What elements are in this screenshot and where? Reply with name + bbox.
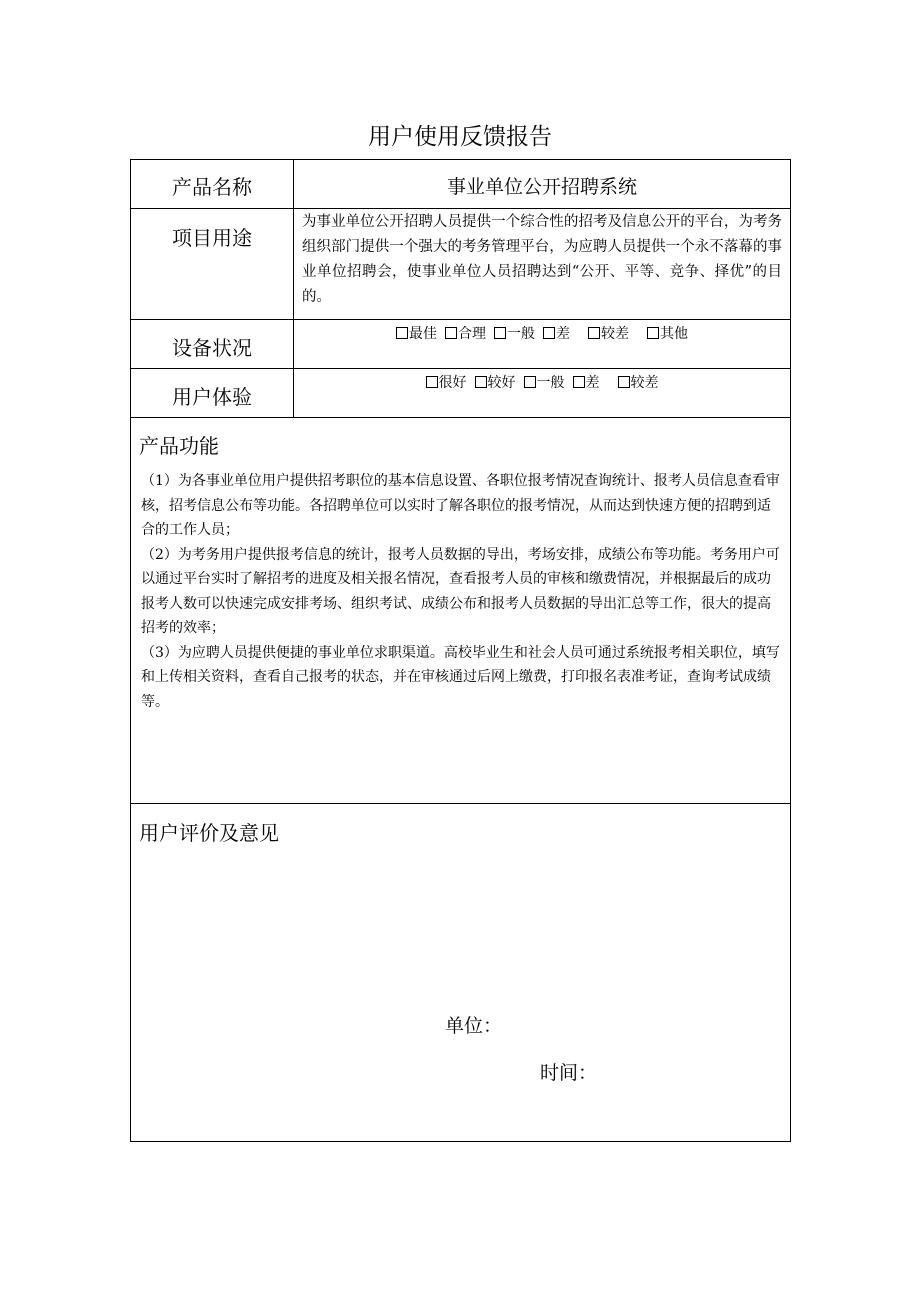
experience-option[interactable] — [475, 372, 516, 392]
row-user-experience — [131, 369, 791, 418]
user-experience-label-text: 用户体验 — [172, 385, 252, 409]
product-name-value-text: 事业单位公开招聘系统 — [446, 176, 637, 198]
device-option-label: 一般 — [507, 326, 535, 342]
experience-option-label: 差 — [585, 375, 600, 391]
checkbox-icon — [396, 327, 408, 339]
device-option-label: 较差 — [601, 326, 629, 342]
purpose-label-text: 项目用途 — [172, 226, 252, 250]
checkbox-icon — [524, 376, 536, 388]
checkbox-icon — [588, 327, 600, 339]
feedback-form-table — [130, 159, 791, 1142]
row-purpose — [131, 209, 791, 320]
product-name-label-text: 产品名称 — [172, 175, 252, 199]
user-experience-options — [294, 369, 791, 418]
user-experience-label — [131, 369, 294, 418]
device-option-label: 最佳 — [409, 326, 437, 342]
user-feedback-cell[interactable] — [131, 804, 791, 1142]
experience-option[interactable] — [426, 372, 467, 392]
experience-option-label: 一般 — [536, 375, 565, 391]
device-option[interactable] — [588, 323, 629, 343]
purpose-value: 为事业单位公开招聘人员提供一个综合性的招考及信息公开的平台，为考务组织部门提供一个强大的考务管理平台，为应聘人员提供一个永不落幕的事业单位招聘会，使事业单位人员招聘达到“公开、平等、竞争、择优”的目的。 — [294, 209, 791, 320]
device-status-label — [131, 320, 294, 369]
device-option[interactable] — [543, 323, 570, 343]
product-functions-title: 产品功能 — [139, 434, 219, 458]
report-title: 用户使用反馈报告 — [368, 124, 552, 150]
product-functions-cell — [131, 418, 791, 804]
product-name-label — [131, 160, 294, 209]
row-user-feedback — [131, 804, 791, 1142]
device-option[interactable] — [647, 323, 688, 343]
function-paragraph: （3）为应聘人员提供便捷的事业单位求职渠道。高校毕业生和社会人员可通过系统报考相关职位，填写和上传相关资料，查看自己报考的状态，并在审核通过后网上缴费，打印报名表准考证，查询考试成绩等。 — [141, 644, 780, 710]
function-paragraph: （1）为各事业单位用户提供招考职位的基本信息设置、各职位报考情况查询统计、报考人员信息查看审核，招考信息公布等功能。各招聘单位可以实时了解各职位的报考情况，从而达到快速方便的招聘到适合的工作人员； — [141, 473, 780, 538]
checkbox-icon — [618, 376, 630, 388]
checkbox-icon — [475, 376, 487, 388]
product-name-value — [294, 160, 791, 209]
checkbox-icon — [494, 327, 506, 339]
experience-option[interactable] — [618, 372, 659, 392]
time-label: 时间： — [540, 1062, 598, 1084]
user-feedback-title: 用户评价及意见 — [139, 821, 279, 845]
device-option-label: 合理 — [458, 326, 486, 342]
unit-label: 单位： — [445, 1015, 503, 1037]
device-status-options — [294, 320, 791, 369]
device-option-label: 其他 — [660, 326, 688, 342]
checkbox-icon — [543, 327, 555, 339]
purpose-label — [131, 209, 294, 320]
device-option[interactable] — [494, 323, 535, 343]
row-device-status — [131, 320, 791, 369]
checkbox-icon — [647, 327, 659, 339]
row-product-name — [131, 160, 791, 209]
device-status-label-text: 设备状况 — [172, 336, 252, 360]
experience-option[interactable] — [573, 372, 600, 392]
experience-option-label: 较好 — [487, 375, 516, 391]
function-paragraph: （2）为考务用户提供报考信息的统计，报考人员数据的导出，考场安排，成绩公布等功能。考务用户可以通过平台实时了解招考的进度及相关报名情况，查看报考人员的审核和缴费情况，并根据最后的成功报考人数可以快速完成安排考场、组织考试、成绩公布和报考人员数据的导出汇总等工作，很大的提高招考的效率； — [141, 546, 780, 636]
checkbox-icon — [426, 376, 438, 388]
device-option-label: 差 — [556, 326, 570, 342]
device-option[interactable] — [396, 323, 437, 343]
experience-option-label: 较差 — [630, 375, 659, 391]
experience-option[interactable] — [524, 372, 565, 392]
experience-option-label: 很好 — [438, 375, 467, 391]
checkbox-icon — [445, 327, 457, 339]
row-product-functions — [131, 418, 791, 804]
device-option[interactable] — [445, 323, 486, 343]
product-functions-text — [131, 459, 790, 714]
checkbox-icon — [573, 376, 585, 388]
